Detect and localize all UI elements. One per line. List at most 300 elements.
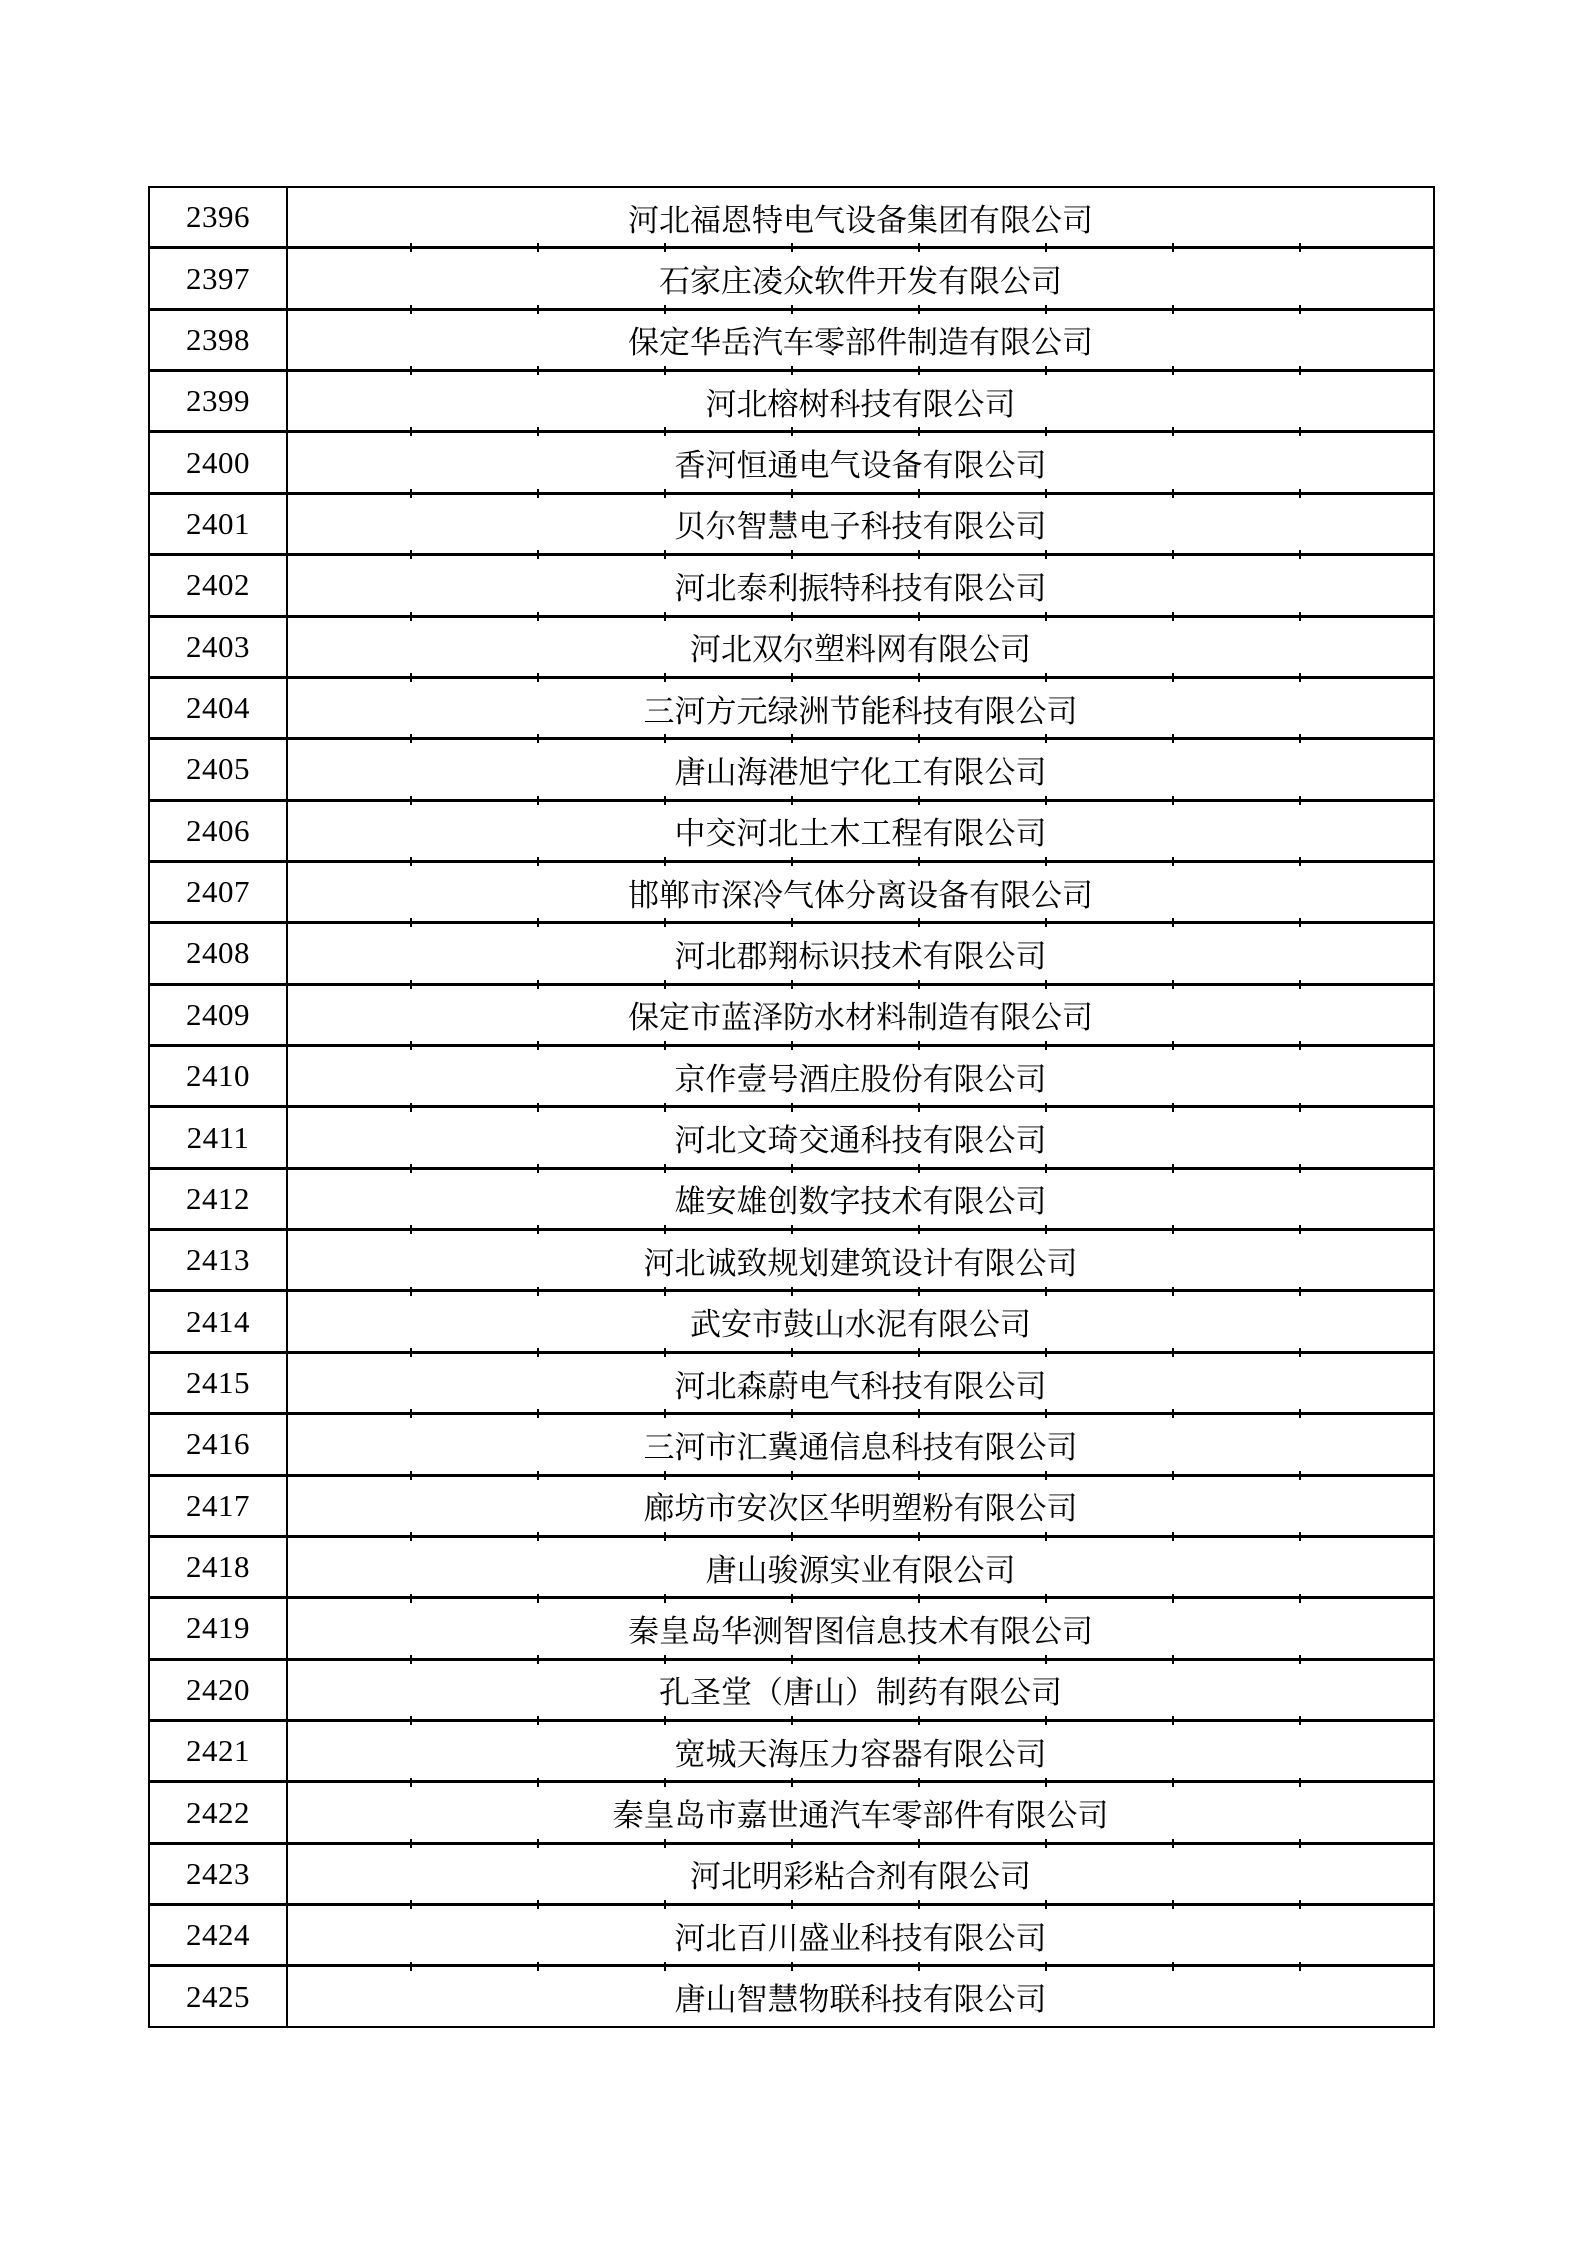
grid-tick-mark (1299, 427, 1301, 436)
grid-tick-mark (791, 1778, 793, 1787)
grid-tick-mark (791, 1041, 793, 1050)
company-name-cell: 武安市鼓山水泥有限公司 (690, 1307, 1031, 1343)
grid-tick-mark (918, 1409, 920, 1418)
grid-tick-mark (918, 857, 920, 866)
grid-tick-mark (410, 1348, 412, 1357)
table-row (150, 1170, 1433, 1231)
grid-tick-mark (410, 980, 412, 989)
grid-tick-mark (1172, 1471, 1174, 1480)
grid-tick-mark (1172, 1287, 1174, 1296)
grid-tick-mark (1172, 489, 1174, 498)
grid-tick-mark (791, 1471, 793, 1480)
grid-tick-mark (1172, 1409, 1174, 1418)
grid-tick-mark (791, 489, 793, 498)
grid-tick-mark (537, 857, 539, 866)
grid-tick-mark (1299, 1471, 1301, 1480)
grid-tick-mark (1299, 1962, 1301, 1971)
row-number-cell: 2401 (150, 495, 288, 553)
grid-tick-mark (1045, 1348, 1047, 1357)
grid-tick-mark (1299, 1348, 1301, 1357)
company-name-cell: 宽城天海压力容器有限公司 (674, 1736, 1047, 1772)
grid-tick-mark (537, 550, 539, 559)
row-number-cell: 2415 (150, 1354, 288, 1412)
grid-tick-mark (1299, 1594, 1301, 1603)
grid-tick-mark (664, 1839, 666, 1848)
company-name-cell: 秦皇岛市嘉世通汽车零部件有限公司 (612, 1798, 1109, 1834)
grid-tick-mark (918, 673, 920, 682)
grid-tick-mark (664, 1778, 666, 1787)
grid-tick-mark (918, 305, 920, 314)
grid-tick-mark (1045, 1532, 1047, 1541)
row-number-cell: 2405 (150, 740, 288, 798)
grid-tick-mark (664, 1962, 666, 1971)
grid-tick-mark (410, 489, 412, 498)
company-name-cell: 河北榕树科技有限公司 (705, 386, 1016, 422)
grid-tick-mark (410, 1900, 412, 1909)
grid-tick-mark (1299, 1225, 1301, 1234)
grid-tick-mark (1172, 366, 1174, 375)
table-row (150, 1599, 1433, 1660)
table-row (150, 1354, 1433, 1415)
grid-tick-mark (664, 673, 666, 682)
grid-tick-mark (918, 1287, 920, 1296)
grid-tick-mark (918, 1164, 920, 1173)
table-row (150, 1231, 1433, 1292)
grid-tick-mark (664, 918, 666, 927)
company-name-cell: 河北文琦交通科技有限公司 (674, 1123, 1047, 1159)
grid-tick-mark (918, 243, 920, 252)
row-number-cell: 2410 (150, 1047, 288, 1105)
grid-tick-mark (664, 243, 666, 252)
grid-tick-mark (1045, 489, 1047, 498)
grid-tick-mark (664, 550, 666, 559)
grid-tick-mark (1045, 1716, 1047, 1725)
grid-tick-mark (1299, 1900, 1301, 1909)
grid-tick-mark (1299, 796, 1301, 805)
row-number-cell: 2399 (150, 372, 288, 430)
grid-tick-mark (537, 1532, 539, 1541)
grid-tick-mark (1172, 427, 1174, 436)
row-number-cell: 2406 (150, 802, 288, 860)
grid-tick-mark (537, 1103, 539, 1112)
table-row (150, 863, 1433, 924)
company-name-cell: 保定市蓝泽防水材料制造有限公司 (628, 1000, 1093, 1036)
grid-tick-mark (537, 673, 539, 682)
table-row (150, 1415, 1433, 1476)
grid-tick-mark (664, 734, 666, 743)
grid-tick-mark (791, 1348, 793, 1357)
grid-tick-mark (791, 1594, 793, 1603)
grid-tick-mark (1045, 796, 1047, 805)
grid-tick-mark (1172, 1594, 1174, 1603)
grid-tick-mark (1172, 1225, 1174, 1234)
grid-tick-mark (537, 427, 539, 436)
grid-tick-mark (1172, 1041, 1174, 1050)
grid-tick-mark (791, 427, 793, 436)
table-row (150, 1661, 1433, 1722)
grid-tick-mark (537, 366, 539, 375)
grid-tick-mark (1299, 1839, 1301, 1848)
grid-tick-mark (1045, 734, 1047, 743)
grid-tick-mark (918, 1225, 920, 1234)
row-number-cell: 2417 (150, 1477, 288, 1535)
grid-tick-mark (918, 734, 920, 743)
grid-tick-mark (410, 857, 412, 866)
grid-tick-mark (1299, 734, 1301, 743)
table-row (150, 986, 1433, 1047)
grid-tick-mark (410, 1716, 412, 1725)
grid-tick-mark (1299, 857, 1301, 866)
grid-tick-mark (791, 1287, 793, 1296)
company-name-cell: 河北福恩特电气设备集团有限公司 (628, 202, 1093, 238)
grid-tick-mark (537, 734, 539, 743)
grid-tick-mark (918, 1716, 920, 1725)
table-row (150, 618, 1433, 679)
row-number-cell: 2396 (150, 188, 288, 246)
grid-tick-mark (410, 1962, 412, 1971)
company-name-cell: 河北明彩粘合剂有限公司 (690, 1859, 1031, 1895)
table-row (150, 1967, 1433, 2025)
grid-tick-mark (1045, 550, 1047, 559)
grid-tick-mark (918, 1839, 920, 1848)
grid-tick-mark (537, 1962, 539, 1971)
company-name-cell: 三河方元绿洲节能科技有限公司 (643, 693, 1078, 729)
grid-tick-mark (664, 1409, 666, 1418)
company-name-cell: 三河市汇冀通信息科技有限公司 (643, 1429, 1078, 1465)
grid-tick-mark (410, 1655, 412, 1664)
grid-tick-mark (918, 427, 920, 436)
grid-tick-mark (664, 1594, 666, 1603)
table-row (150, 495, 1433, 556)
grid-tick-mark (1172, 1716, 1174, 1725)
company-name-cell: 京作壹号酒庄股份有限公司 (674, 1061, 1047, 1097)
grid-tick-mark (1172, 243, 1174, 252)
grid-tick-mark (537, 1655, 539, 1664)
table-row (150, 924, 1433, 985)
grid-tick-mark (791, 550, 793, 559)
grid-tick-mark (1299, 673, 1301, 682)
row-number-cell: 2402 (150, 556, 288, 614)
grid-tick-mark (410, 1225, 412, 1234)
grid-tick-mark (918, 980, 920, 989)
grid-tick-mark (664, 612, 666, 621)
grid-tick-mark (1045, 1962, 1047, 1971)
grid-tick-mark (664, 1164, 666, 1173)
grid-tick-mark (1045, 1041, 1047, 1050)
row-number-cell: 2404 (150, 679, 288, 737)
grid-tick-mark (1172, 1778, 1174, 1787)
table-row (150, 1906, 1433, 1967)
table-row (150, 556, 1433, 617)
grid-tick-mark (410, 673, 412, 682)
table-row (150, 188, 1433, 249)
row-number-cell: 2423 (150, 1845, 288, 1903)
company-name-cell: 河北森蔚电气科技有限公司 (674, 1368, 1047, 1404)
grid-tick-mark (1172, 857, 1174, 866)
grid-tick-mark (537, 1716, 539, 1725)
grid-tick-mark (1045, 980, 1047, 989)
grid-tick-mark (537, 305, 539, 314)
grid-tick-mark (410, 1287, 412, 1296)
grid-tick-mark (410, 734, 412, 743)
grid-tick-mark (410, 305, 412, 314)
grid-tick-mark (410, 1409, 412, 1418)
grid-tick-mark (1299, 550, 1301, 559)
grid-tick-mark (918, 1594, 920, 1603)
grid-tick-mark (1172, 1164, 1174, 1173)
grid-tick-mark (664, 1655, 666, 1664)
row-number-cell: 2411 (150, 1108, 288, 1166)
grid-tick-mark (537, 1778, 539, 1787)
grid-tick-mark (1045, 612, 1047, 621)
grid-tick-mark (1045, 1164, 1047, 1173)
grid-tick-mark (918, 1471, 920, 1480)
company-name-cell: 孔圣堂（唐山）制药有限公司 (659, 1675, 1062, 1711)
grid-tick-mark (1299, 1409, 1301, 1418)
table-row (150, 1047, 1433, 1108)
grid-tick-mark (791, 243, 793, 252)
grid-tick-mark (410, 1532, 412, 1541)
grid-tick-mark (1045, 1409, 1047, 1418)
grid-tick-mark (410, 243, 412, 252)
grid-tick-mark (537, 1041, 539, 1050)
grid-tick-mark (664, 305, 666, 314)
table-row (150, 1538, 1433, 1599)
grid-tick-mark (1045, 1839, 1047, 1848)
grid-tick-mark (664, 1532, 666, 1541)
grid-tick-mark (918, 612, 920, 621)
grid-tick-mark (537, 1594, 539, 1603)
grid-tick-mark (791, 1164, 793, 1173)
grid-tick-mark (918, 1041, 920, 1050)
grid-tick-mark (1045, 1103, 1047, 1112)
grid-tick-mark (664, 489, 666, 498)
grid-tick-mark (1299, 1287, 1301, 1296)
grid-tick-mark (1172, 1532, 1174, 1541)
grid-tick-mark (791, 1962, 793, 1971)
grid-tick-mark (1045, 1471, 1047, 1480)
grid-tick-mark (791, 1900, 793, 1909)
grid-tick-mark (1172, 1962, 1174, 1971)
grid-tick-mark (537, 1409, 539, 1418)
grid-tick-mark (1172, 1839, 1174, 1848)
company-name-cell: 邯郸市深冷气体分离设备有限公司 (628, 877, 1093, 913)
grid-tick-mark (664, 366, 666, 375)
grid-tick-mark (1172, 305, 1174, 314)
grid-tick-mark (1045, 427, 1047, 436)
table-row (150, 1108, 1433, 1169)
grid-tick-mark (791, 305, 793, 314)
grid-tick-mark (918, 489, 920, 498)
grid-tick-mark (1299, 243, 1301, 252)
grid-tick-mark (1299, 1532, 1301, 1541)
table-row (150, 1783, 1433, 1844)
grid-tick-mark (410, 427, 412, 436)
row-number-cell: 2403 (150, 618, 288, 676)
grid-tick-mark (664, 796, 666, 805)
grid-tick-mark (791, 1532, 793, 1541)
grid-tick-mark (664, 1041, 666, 1050)
row-number-cell: 2422 (150, 1783, 288, 1841)
grid-tick-mark (537, 1225, 539, 1234)
grid-tick-mark (791, 366, 793, 375)
grid-tick-mark (1299, 1778, 1301, 1787)
grid-tick-mark (537, 796, 539, 805)
grid-tick-mark (537, 612, 539, 621)
grid-tick-mark (664, 857, 666, 866)
company-name-cell: 廊坊市安次区华明塑粉有限公司 (643, 1491, 1078, 1527)
company-name-cell: 河北郡翔标识技术有限公司 (674, 938, 1047, 974)
row-number-cell: 2420 (150, 1661, 288, 1719)
grid-tick-mark (918, 1962, 920, 1971)
grid-tick-mark (664, 1716, 666, 1725)
grid-tick-mark (1172, 1103, 1174, 1112)
grid-tick-mark (791, 1225, 793, 1234)
grid-tick-mark (1299, 1716, 1301, 1725)
company-name-cell: 石家庄凌众软件开发有限公司 (659, 264, 1062, 300)
company-name-cell: 雄安雄创数字技术有限公司 (674, 1184, 1047, 1220)
grid-tick-mark (1045, 918, 1047, 927)
grid-tick-mark (918, 918, 920, 927)
grid-tick-mark (537, 1471, 539, 1480)
grid-tick-mark (918, 1900, 920, 1909)
grid-tick-mark (791, 734, 793, 743)
grid-tick-mark (1172, 918, 1174, 927)
grid-tick-mark (1172, 980, 1174, 989)
row-number-cell: 2412 (150, 1170, 288, 1228)
company-name-cell: 保定华岳汽车零部件制造有限公司 (628, 325, 1093, 361)
company-name-cell: 河北诚致规划建筑设计有限公司 (643, 1245, 1078, 1281)
grid-tick-mark (791, 1655, 793, 1664)
grid-tick-mark (918, 1655, 920, 1664)
grid-tick-mark (791, 1839, 793, 1848)
company-name-cell: 河北百川盛业科技有限公司 (674, 1920, 1047, 1956)
grid-tick-mark (410, 796, 412, 805)
grid-tick-mark (1045, 305, 1047, 314)
row-number-cell: 2409 (150, 986, 288, 1044)
grid-tick-mark (537, 1900, 539, 1909)
grid-tick-mark (1299, 980, 1301, 989)
grid-tick-mark (537, 1164, 539, 1173)
grid-tick-mark (918, 1103, 920, 1112)
company-name-cell: 中交河北土木工程有限公司 (674, 816, 1047, 852)
company-name-cell: 河北双尔塑料网有限公司 (690, 632, 1031, 668)
grid-tick-mark (537, 489, 539, 498)
grid-tick-mark (1299, 918, 1301, 927)
company-name-cell: 贝尔智慧电子科技有限公司 (674, 509, 1047, 545)
grid-tick-mark (1045, 1287, 1047, 1296)
grid-tick-mark (791, 1409, 793, 1418)
grid-tick-mark (410, 612, 412, 621)
row-number-cell: 2419 (150, 1599, 288, 1657)
grid-tick-mark (1299, 366, 1301, 375)
row-number-cell: 2398 (150, 311, 288, 369)
grid-tick-mark (1172, 612, 1174, 621)
row-number-cell: 2421 (150, 1722, 288, 1780)
grid-tick-mark (664, 1471, 666, 1480)
row-number-cell: 2407 (150, 863, 288, 921)
grid-tick-mark (918, 1778, 920, 1787)
grid-tick-mark (537, 1839, 539, 1848)
grid-tick-mark (1045, 366, 1047, 375)
grid-tick-mark (791, 673, 793, 682)
grid-tick-mark (664, 1900, 666, 1909)
row-number-cell: 2413 (150, 1231, 288, 1289)
table-row (150, 740, 1433, 801)
company-name-cell: 唐山骏源实业有限公司 (705, 1552, 1016, 1588)
grid-tick-mark (1172, 1655, 1174, 1664)
company-name-cell: 唐山海港旭宁化工有限公司 (674, 754, 1047, 790)
grid-tick-mark (664, 1103, 666, 1112)
company-name-cell: 唐山智慧物联科技有限公司 (674, 1982, 1047, 2018)
grid-tick-mark (1045, 243, 1047, 252)
table-row (150, 1845, 1433, 1906)
grid-tick-mark (664, 427, 666, 436)
grid-tick-mark (410, 918, 412, 927)
grid-tick-mark (1172, 796, 1174, 805)
grid-tick-mark (1172, 673, 1174, 682)
table-row (150, 433, 1433, 494)
row-number-cell: 2425 (150, 1967, 288, 2025)
grid-tick-mark (791, 612, 793, 621)
grid-tick-mark (537, 243, 539, 252)
table-row (150, 311, 1433, 372)
grid-tick-mark (1172, 1900, 1174, 1909)
grid-tick-mark (410, 1594, 412, 1603)
grid-tick-mark (1045, 1778, 1047, 1787)
grid-tick-mark (1299, 1103, 1301, 1112)
grid-tick-mark (410, 1778, 412, 1787)
table-row (150, 802, 1433, 863)
grid-tick-mark (410, 1471, 412, 1480)
grid-tick-mark (664, 980, 666, 989)
grid-tick-mark (1045, 857, 1047, 866)
grid-tick-mark (664, 1287, 666, 1296)
company-name-cell: 香河恒通电气设备有限公司 (674, 448, 1047, 484)
grid-tick-mark (918, 1532, 920, 1541)
grid-tick-mark (1299, 489, 1301, 498)
grid-tick-mark (664, 1348, 666, 1357)
grid-tick-mark (537, 1348, 539, 1357)
grid-tick-mark (791, 980, 793, 989)
grid-tick-mark (791, 857, 793, 866)
grid-tick-mark (1299, 1164, 1301, 1173)
grid-tick-mark (1045, 1594, 1047, 1603)
grid-tick-mark (791, 796, 793, 805)
grid-tick-mark (1045, 1900, 1047, 1909)
grid-tick-mark (1299, 1655, 1301, 1664)
table-row (150, 679, 1433, 740)
row-number-cell: 2408 (150, 924, 288, 982)
grid-tick-mark (410, 1164, 412, 1173)
table-row (150, 372, 1433, 433)
grid-tick-mark (1299, 305, 1301, 314)
company-name-cell: 河北泰利振特科技有限公司 (674, 570, 1047, 606)
company-name-cell: 秦皇岛华测智图信息技术有限公司 (628, 1613, 1093, 1649)
grid-tick-mark (1045, 673, 1047, 682)
table-row (150, 1477, 1433, 1538)
grid-tick-mark (537, 1287, 539, 1296)
grid-tick-mark (918, 796, 920, 805)
grid-tick-mark (410, 366, 412, 375)
grid-tick-mark (791, 1716, 793, 1725)
grid-tick-mark (537, 980, 539, 989)
row-number-cell: 2400 (150, 433, 288, 491)
grid-tick-mark (410, 1839, 412, 1848)
grid-tick-mark (1045, 1655, 1047, 1664)
grid-tick-mark (791, 1103, 793, 1112)
grid-tick-mark (1299, 1041, 1301, 1050)
